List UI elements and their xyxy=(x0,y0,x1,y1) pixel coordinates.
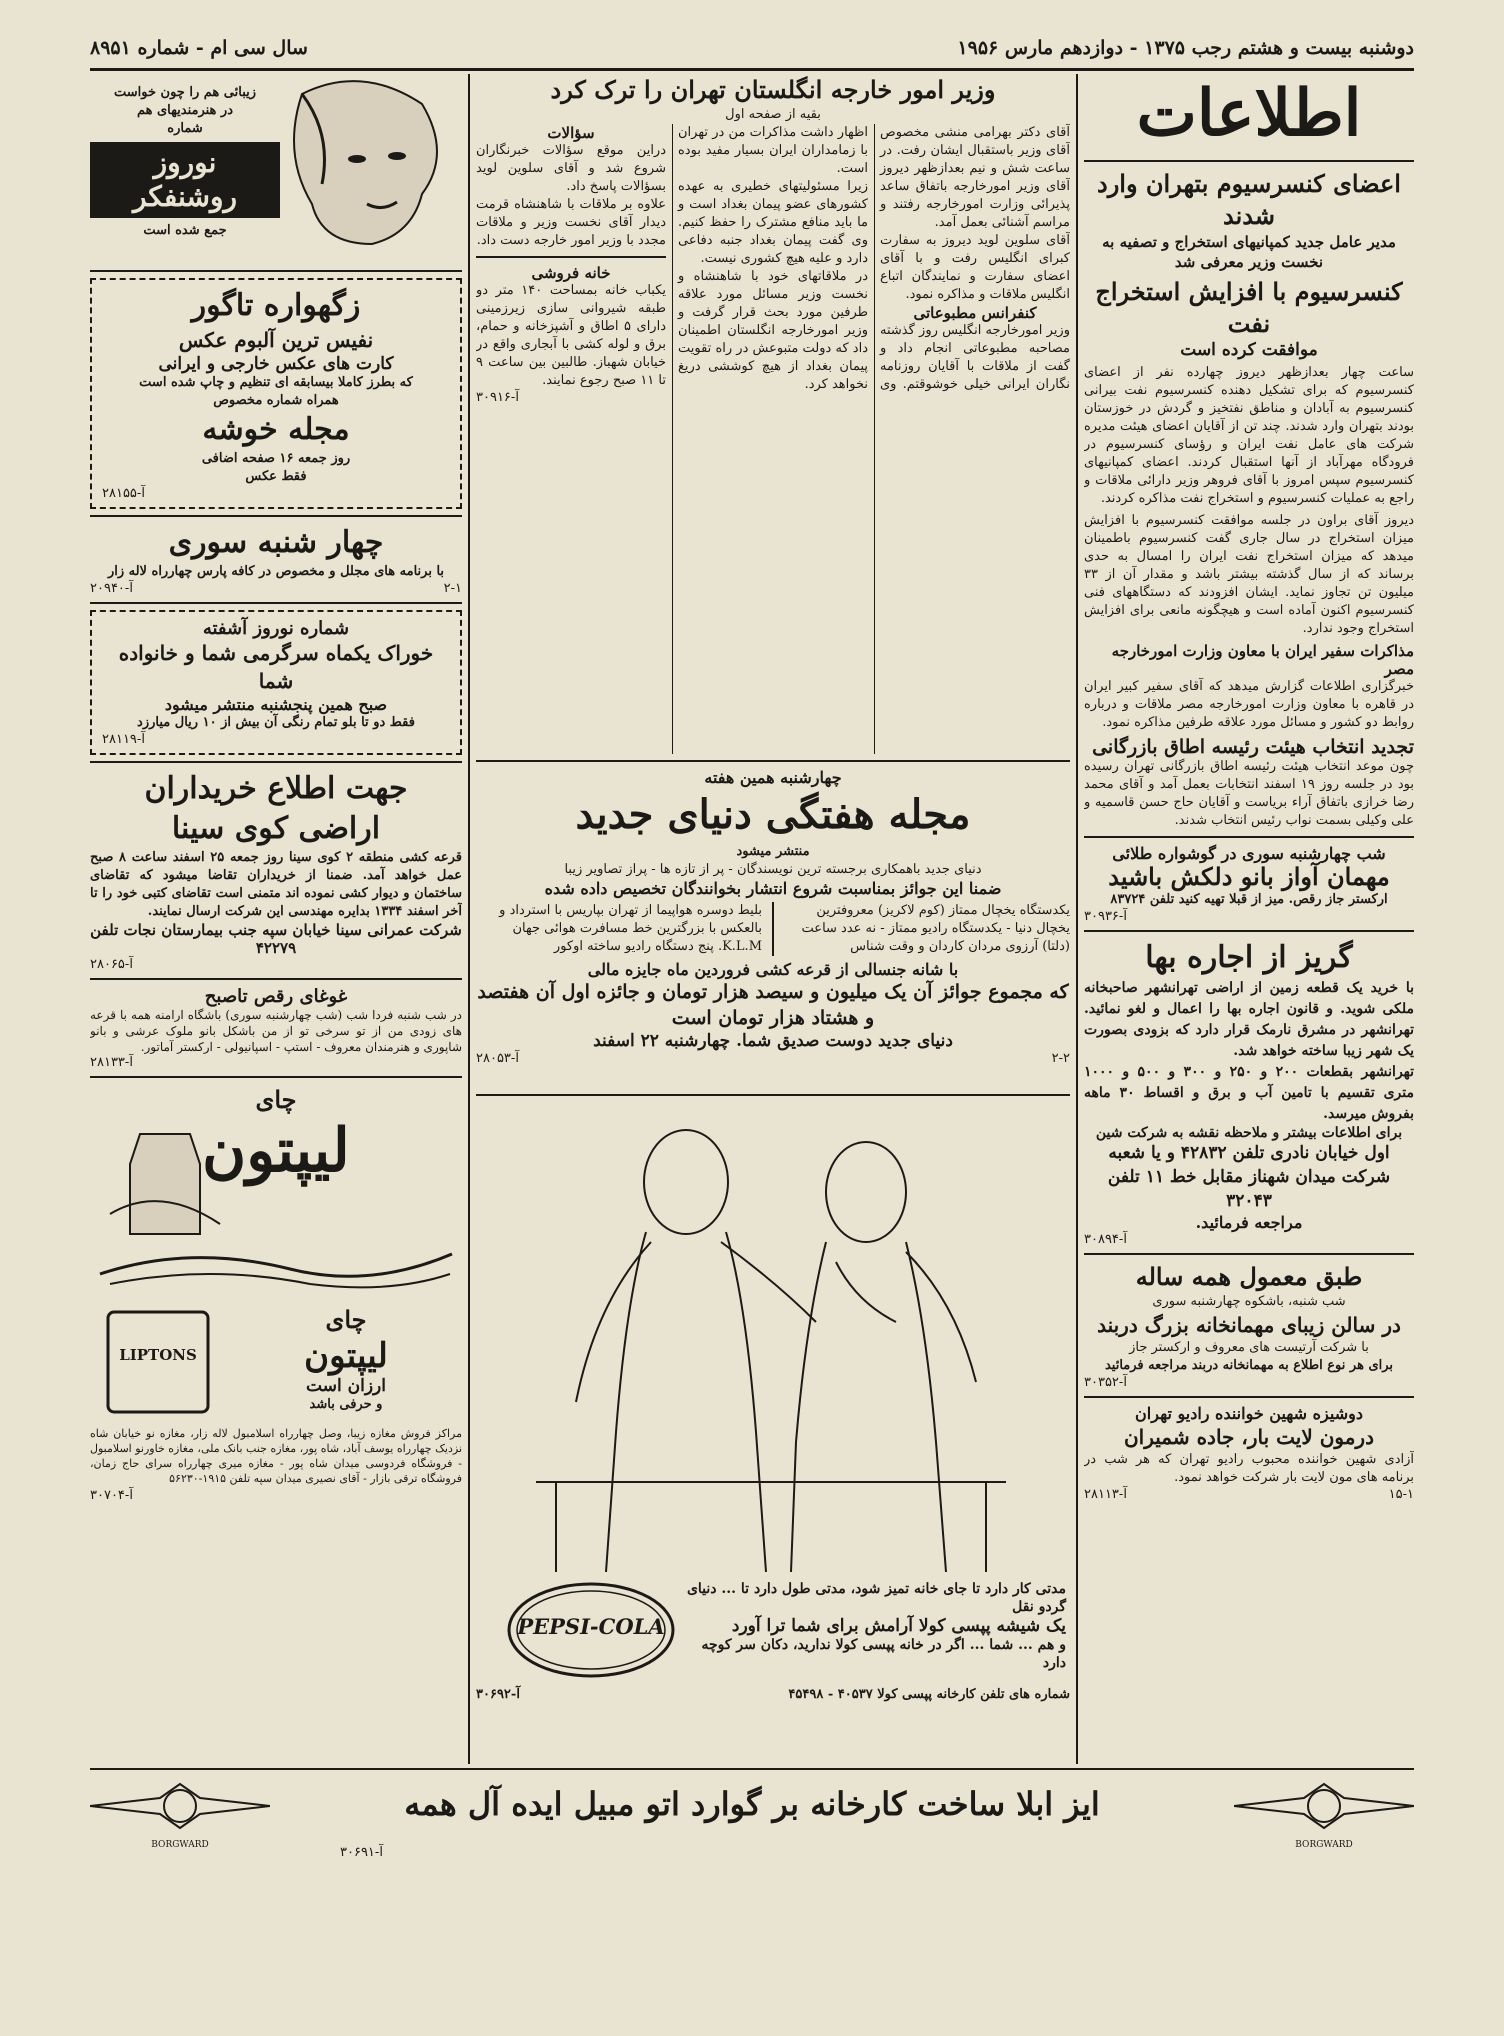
header-rule xyxy=(90,68,1414,71)
norooz-roshanfekr-ad xyxy=(90,74,462,264)
ad-headline: زگهواره تاگور xyxy=(191,288,361,323)
ad-line: کارت های عکس خارجی و ایرانی xyxy=(158,354,394,374)
ad-body: در شب شنبه فردا شب (شب چهارشنبه سوری) باشگاه ارامنه همه با قرعه های زودی من از تو سرخی تو از من باشکل بانو ملوک عرشی و بانو شاپوری و هنرمندان معروف - استپ - اسپانیولی - ارکستر آماتور. xyxy=(90,1008,462,1054)
ad-body: قرعه کشی منطقه ۲ کوی سینا روز جمعه ۲۵ اسفند ساعت ۸ صبح عمل خواهد آمد. ضمنا از خریداران تقاضا میشود که تقاضای ساختمان و دیوار کشی نموده اند متمنی است تقاضای کتبی خود را تا آخر اسفند ۱۳۳۴ بدایره مهندسی این شرکت ارسال نمایند. xyxy=(90,850,462,919)
ad-headline: مهمان آواز بانو دلکش باشید xyxy=(1108,862,1390,891)
ad-line: فقط دو تا بلو تمام رنگی آن بیش از ۱۰ ریال میارزد xyxy=(137,715,415,730)
center-column xyxy=(476,74,1070,1764)
ad-line: که بطرز کاملا بیسابقه ای تنظیم و چاپ شده است xyxy=(139,375,413,390)
ad-slogan: و حرفی باشد xyxy=(309,1397,383,1412)
tea-bottle-icon xyxy=(100,1124,230,1244)
ad-body: برای اطلاعات بیشتر و ملاحظه نقشه به شرکت شین xyxy=(1095,1125,1403,1141)
badge-label: BORGWARD xyxy=(151,1840,209,1850)
ad-brand: مجله خوشه xyxy=(202,412,350,447)
ad-line: دنیای جدید باهمکاری برجسته ترین نویسندگان - پر از تازه ها - پراز تصاویر زیبا xyxy=(564,862,982,877)
article-body: علاوه بر ملاقات با شاهنشاه قرمت دیدار آقای نخست وزیر و ملاقات مجدد با وزیر امور خارجه دست داد. xyxy=(476,197,666,248)
badge-label: BORGWARD xyxy=(1295,1840,1353,1850)
ad-highlight: ضمنا این جوائز بمناسبت شروع انتشار بخوانندگان تخصیص داده شده xyxy=(544,879,1002,898)
column-rule xyxy=(468,74,470,1764)
ad-prize: که مجموع جوائز آن یک میلیون و سیصد هزار تومان و جائزه اول آن هفتصد و هشتاد هزار تومان است xyxy=(477,981,1069,1029)
ad-headline: جهت اطلاع خریداران xyxy=(144,771,408,806)
article-body: دراین موقع سؤالات خبرنگاران شروع شد و آقای سلوین لوید بسؤالات پاسخ داد. xyxy=(476,143,666,194)
tehranshahr-ad xyxy=(1084,938,1414,1247)
ad-body: آزادی شهین خواننده محبوب رادیو تهران که هر شب در برنامه های مون لایت بار شرکت خواهد نمود. xyxy=(1084,1452,1414,1485)
article-columns xyxy=(476,124,1070,754)
borgward-banner xyxy=(90,1778,1414,1850)
ad-code: آ-۳۰۳۵۲ xyxy=(1084,1375,1127,1390)
subhead: مذاکرات سفیر ایران با معاون وزارت امورخارجه مصر xyxy=(1111,642,1414,678)
ad-company: شرکت عمرانی سینا خیابان سپه جنب بیمارستان نجات تلفن ۴۲۲۷۹ xyxy=(90,921,462,957)
ad-body: مراجعه فرمائید. xyxy=(1195,1213,1303,1232)
ad-sub: نفیس ترین آلبوم عکس xyxy=(178,328,374,352)
banner-code: آ-۳۰۶۹۱ xyxy=(340,1845,383,1860)
ad-headline: دوشیزه شهین خواننده رادیو تهران xyxy=(1135,1404,1363,1423)
ad-prize-list: یکدستگاه یخچال ممتاز (کوم لاکریز) معروفترین یخچال دنیا - یکدستگاه رادیو ممتاز - نه عدد ساعت (دلتا) آرزوی مردان کاردان و وقت شناس xyxy=(801,903,1070,954)
ad-line: درمون لایت بار، جاده شمیران xyxy=(1123,1425,1374,1449)
ad-code: آ-۲۸۱۱۳ xyxy=(1084,1487,1127,1502)
lipton-tea-ad xyxy=(90,1084,462,1504)
ad-code: ۱۵-۱ xyxy=(1388,1487,1414,1502)
ad-brand: نوروز xyxy=(153,146,217,179)
ad-headline: اراضی کوی سینا xyxy=(171,811,381,846)
headline: اعضای کنسرسیوم بتهران وارد شدند xyxy=(1097,169,1401,230)
ad-headline: مجله هفتگی دنیای جدید xyxy=(575,791,971,838)
house-ad-title: خانه فروشی xyxy=(531,264,611,282)
ad-line: فقط عکس xyxy=(245,469,307,484)
ad-slogan: لیپتون xyxy=(304,1336,388,1376)
ad-headline: شماره نوروز آشفته xyxy=(202,618,350,639)
ad-code: آ-۲۸۰۶۵ xyxy=(90,957,133,972)
ad-line: همراه شماره مخصوص xyxy=(213,393,339,408)
ad-line: شب شنبه، باشکوه چهارشنبه سوری xyxy=(1152,1294,1346,1309)
ad-slogan: ارزان است xyxy=(306,1376,386,1396)
masthead: اطلاعات xyxy=(1136,76,1362,151)
ad-code: آ-۳۰۸۹۴ xyxy=(1084,1232,1127,1247)
borgward-badge-icon xyxy=(90,1778,270,1834)
headline-2: کنسرسیوم با افزایش استخراج نفت xyxy=(1095,277,1403,338)
ad-caption: یک شیشه پپسی کولا آرامش برای شما ترا آورد xyxy=(731,1616,1066,1636)
chaharshanbe-suri-ad xyxy=(90,523,462,596)
ad-headline: گریز از اجاره بها xyxy=(1145,940,1353,975)
can-label: LIPTONS xyxy=(119,1346,197,1364)
ad-line: شماره xyxy=(167,121,203,136)
ad-line: برای هر نوع اطلاع به مهمانخانه دربند مراجعه فرمائید xyxy=(1104,1358,1394,1373)
donya-jadid-ad xyxy=(476,768,1070,1088)
article-body: زیرا مسئولیتهای خطیری به عهده کشورهای عضو پیمان بغداد است و ما باید منافع مشترک را حفظ کنیم. وی گفت پیمان بغداد جنبه دفاعی دارد و علیه هیچ کشوری نیست. xyxy=(678,179,868,266)
ad-prize-list: بلیط دوسره هواپیما از تهران بپاریس با استرداد و بالعکس با بزرگترین خط مسافرت هوائی جهان K.L.M. پنج دستگاه رادیو ساخته اوکور xyxy=(499,903,762,954)
page-header xyxy=(90,30,1414,66)
ad-sub: منتشر میشود xyxy=(736,844,810,859)
ad-line: صبح همین پنجشنبه منتشر میشود xyxy=(164,695,388,714)
article-body: خبرگزاری اطلاعات گزارش میدهد که آقای سفیر کبیر ایران در قاهره با معاون وزارت امورخارجه مصر ملاقات و درباره روابط دو کشور و مسائل مورد علاقه طرفین مذاکره نمود. xyxy=(1084,679,1414,730)
subhead: سؤالات xyxy=(547,124,595,142)
ad-caption: مدتی کار دارد تا جای خانه تمیز شود، مدتی طول دارد تا ... دنیای گردو نقل xyxy=(686,1581,1066,1615)
continuation-note: بقیه از صفحه اول xyxy=(725,107,821,122)
ad-lottery: با شانه جنسالی از قرعه کشی فروردین ماه جایزه مالی xyxy=(587,960,959,979)
subheadline: مدیر عامل جدید کمپانیهای استخراج و تصفیه به نخست وزیر معرفی شد xyxy=(1102,233,1396,271)
consortium-article xyxy=(1084,168,1414,830)
article-body: آقای سلوین لوید دیروز به سفارت کبرای انگلیس رفت و با آقای اعضای سفارت و نمایندگان اتباع انگلیس ملاقات و مذاکره نمود. xyxy=(880,233,1070,302)
ad-line: روز جمعه ۱۶ صفحه اضافی xyxy=(201,451,351,466)
ad-line: ارکستر جاز رقص. میز از قبلا تهیه کنید تلفن ۸۳۷۲۴ xyxy=(1110,892,1388,907)
pepsi-phones: شماره های تلفن کارخانه پپسی کولا ۴۰۵۳۷ - ۴۵۴۹۸ xyxy=(788,1687,1070,1702)
ad-line: زیبائی هم را چون خواست xyxy=(113,85,257,100)
ad-top: چای xyxy=(255,1085,297,1114)
ad-code: آ-۲۸۱۵۵ xyxy=(102,486,145,501)
ad-line: در سالن زیبای مهمانخانه بزرگ دربند xyxy=(1097,1313,1401,1337)
kuy-sina-ad xyxy=(90,769,462,972)
banner-rule xyxy=(90,1768,1414,1770)
ad-caption: و هم ... شما ... اگر در خانه پپسی کولا ندارید، دکان سر کوچه دارد xyxy=(701,1637,1066,1671)
ad-stores: مراکز فروش مغازه زیبا، وصل چهارراه اسلامبول لاله زار، مغازه نو خیابان شاه نزدیک چهارراه یوسف آباد، شاه پور، مغازه جنب بانک ملی، مغازه خاورنو اسلامبول - فروشگاه فردوسی میدان شاه پور - مغازه میری چهارراه سرای حاج زمان، فروشگاه ترقی بازار - آقای نصیری میدان سپه تلفن ۱۹۱۵-۵۶۲۳۰ xyxy=(90,1427,462,1485)
article-body: چون موعد انتخاب هیئت رئیسه اطاق بازرگانی تهران رسیده بود در جلسه روز ۱۹ اسفند انتخابات بعمل آمد و آقای محمد رضا خرازی باتفاق آراء بریاست و آقایان حاج حسن قاسمیه و علی وکیلی بسمت نواب رئیس انتخاب شدند. xyxy=(1084,759,1414,828)
house-ad-body: یکباب خانه بمساحت ۱۴۰ متر دو طبقه شیروانی سازی زیرزمینی دارای ۵ اطاق و آشپزخانه و حمام، برق و لوله کشی با آبجاری واقع در خیابان شهباز. طالبین بین ساعت ۹ تا ۱۱ صبح رجوع نمایند. xyxy=(476,283,666,388)
dance-ad xyxy=(90,986,462,1070)
ad-code: آ-۳۰۹۳۶ xyxy=(1084,909,1127,924)
tagore-album-ad xyxy=(90,278,462,509)
pepsi-ad xyxy=(476,1102,1070,1702)
ad-code: ۲-۲ xyxy=(1051,1051,1070,1066)
headline-2b: موافقت کرده است xyxy=(1180,340,1318,360)
ad-footer: دنیای جدید دوست صدیق شما. چهارشنبه ۲۲ اسفند xyxy=(593,1031,953,1051)
ad-code: آ-۲۸۱۳۳ xyxy=(90,1055,133,1070)
right-column xyxy=(1084,74,1414,1764)
ad-code: آ-۲۸۱۱۹ xyxy=(102,732,145,747)
moonlight-bar-ad xyxy=(1084,1404,1414,1502)
ad-code: ۲-۱ xyxy=(443,581,462,596)
article-body: وزیر امورخارجه انگلیس روز گذشته مصاحبه مطبوعاتی انجام داد و گفت از ملاقات با آقایان روزنامه نگاران ایرانی خیلی خوشوقتم. وی اظهار داشت مذاکرات من در تهران با زمامداران ایران بسیار مفید بوده است. xyxy=(678,125,1070,392)
ad-contact: اول خیابان نادری تلفن ۴۲۸۳۲ و یا شعبه شرکت میدان شهناز مقابل خط ۱۱ تلفن ۳۲۰۴۳ xyxy=(1107,1143,1391,1211)
headline: وزیر امور خارجه انگلستان تهران را ترک کرد xyxy=(550,75,996,104)
ad-body: خوراک یکماه سرگرمی شما و خانواده شما xyxy=(118,641,434,693)
ad-line: جمع شده است xyxy=(143,223,227,238)
ad-code: آ-۲۸۰۵۳ xyxy=(476,1051,519,1066)
darband-hotel-ad xyxy=(1084,1261,1414,1390)
article-body: دیروز آقای براون در جلسه موافقت کنسرسیوم با افزایش میزان استخراج در سال جاری گفت کنسرسیوم باطمینان میدهد که میزان استخراج نفت ایران را امسال به حدی برساند که از سال گذشته بیشتر باشد و مقدار آن از ۳۳ میلیون تن تجاوز نماید. ایشان افزودند که دستگاههای فنی کنسرسیوم اکنون آماده است و هیچگونه مانعی برای افزایش استخراج وجود ندارد. xyxy=(1084,513,1414,636)
two-men-illustration xyxy=(476,1102,1070,1572)
ad-body: با خرید یک قطعه زمین از اراضی تهرانشهر صاحبخانه ملکی شوید. و قانون اجاره بها را اعمال و لغو نمائید. تهرانشهر در مشرق نارمک قرار دارد که بزودی بصورت یک شهر زیبا ساخته خواهد شد. xyxy=(1084,980,1414,1059)
golden-earring-ad xyxy=(1084,844,1414,924)
ad-headline: طبق معمول همه ساله xyxy=(1135,1262,1363,1291)
tea-leaves-icon xyxy=(90,1234,462,1294)
borgward-badge-icon xyxy=(1234,1778,1414,1834)
issue-number: سال سی ام - شماره ۸۹۵۱ xyxy=(90,37,308,59)
ad-body: با برنامه های مجلل و مخصوص در کافه پارس چهارراه لاله زار xyxy=(107,564,445,579)
article-body: در ملاقاتهای خود با شاهنشاه و نخست وزیر مسائل مورد علاقه طرفین مورد بحث قرار گرفت و وزیر امورخارجه انگلستان اطمینان داد که دولت متبوعش در راه تقویت پیمان بغداد از هیچ کوششی دریغ نخواهد کرد. xyxy=(678,269,868,392)
subhead: تجدید انتخاب هیئت رئیسه اطاق بازرگانی xyxy=(1092,736,1414,758)
subhead: کنفرانس مطبوعاتی xyxy=(913,304,1037,322)
ad-line: با شرکت آرتیست های معروف و ارکستر جاز xyxy=(1129,1340,1369,1355)
ad-line: شب چهارشنبه سوری در گوشواره طلائی xyxy=(1112,844,1386,863)
ad-line: در هنرمندیهای هم xyxy=(136,103,234,118)
ad-pretitle: چهارشنبه همین هفته xyxy=(704,768,842,787)
ad-headline: غوغای رقص تاصبح xyxy=(204,986,348,1007)
ad-headline: چهار شنبه سوری xyxy=(168,525,384,560)
ad-body: تهرانشهر بقطعات ۲۰۰ و ۲۵۰ و ۳۰۰ و ۵۰۰ و ۱۰۰۰ متری تقسیم با تامین آب و برق و اقساط ۳۰ ماهه بفروش میرسد. xyxy=(1084,1064,1414,1122)
ad-code: آ-۲۰۹۴۰ xyxy=(90,581,133,596)
ad-code: آ-۳۰۹۱۶ xyxy=(476,390,519,405)
left-column xyxy=(90,74,462,1764)
ad-text xyxy=(90,84,280,240)
column-rule xyxy=(1076,74,1078,1764)
article-body: ساعت چهار بعدازظهر دیروز چهارده نفر از اعضای کنسرسیوم که برای تشکیل دهنده کنسرسیوم نفت بیرانی کنسرسیوم به آبادان و مناطق نفتخیز و گردش در خوزستان بودند بتهران وارد شدند. چند تن از آقایان اعضای هیئت مدیره شرکت های عامل نفت ایران و رؤسای کنسرسیوم در فرودگاه مهرآباد از آنها استقبال کردند. اعضای کمپانیهای کنسرسیوم سپس امروز با آقای فروهر وزیر دارائی ملاقات و راجع به عملیات کنسرسیوم و استخراج نفت مذاکره کردند. xyxy=(1084,365,1414,506)
issue-date: دوشنبه بیست و هشتم رجب ۱۳۷۵ - دوازدهم مارس ۱۹۵۶ xyxy=(957,37,1414,59)
ad-code: آ-۳۰۶۹۲ xyxy=(476,1687,520,1702)
ad-slogan: چای xyxy=(325,1305,367,1334)
foreign-minister-article xyxy=(476,74,1070,754)
ad-brand: لیپتون xyxy=(202,1116,350,1186)
banner-text: ایز ابلا ساخت کارخانه بر گوارد اتو مبیل ایده آل همه xyxy=(404,1785,1100,1823)
article-body: آقای دکتر بهرامی منشی مخصوص آقای وزیر باستقبال ایشان رفت. در ساعت شش و نیم بعدازظهر دیروز آقای وزیر امورخارجه باتفاق ساعد پذیرائی وزارت امورخارجه رفتند و مراسم آشنائی بعمل آمد. xyxy=(880,125,1070,230)
pepsi-logo-text: PEPSI-COLA xyxy=(517,1614,665,1639)
ashofte-ad xyxy=(90,610,462,755)
ad-code: آ-۳۰۷۰۴ xyxy=(90,1488,133,1503)
woman-portrait-icon xyxy=(262,74,462,264)
ad-brand: روشنفکر xyxy=(132,180,238,213)
